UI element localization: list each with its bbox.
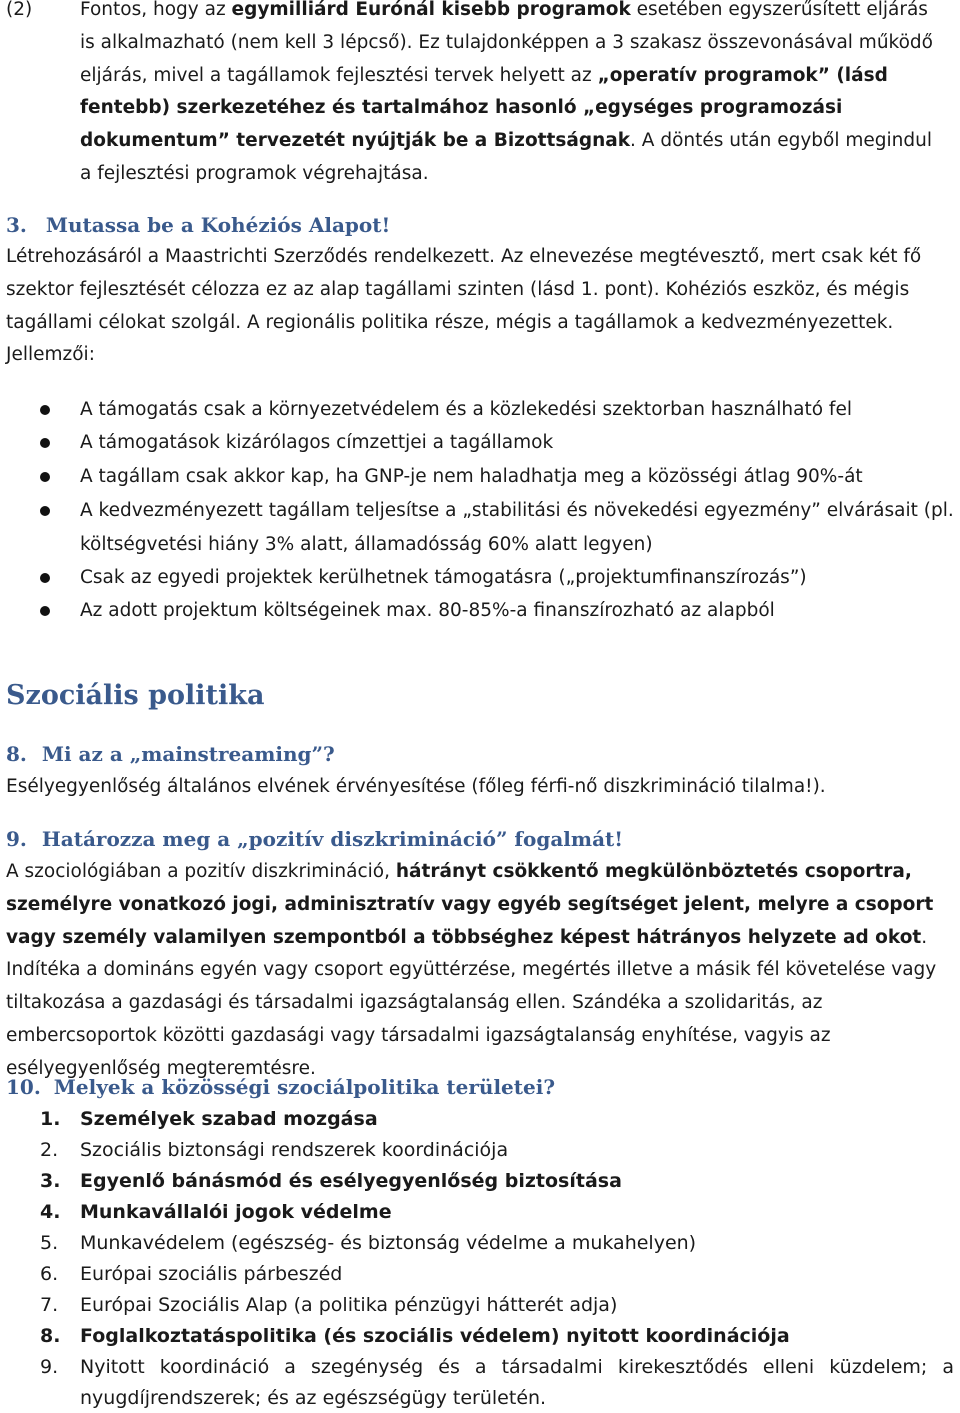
list-number: 7.	[40, 1294, 59, 1316]
section-title: Szociális politika	[6, 680, 265, 711]
list-item: A kedvezményezett tagállam teljesítse a „stabilitási és növekedési egyezmény” elvárásait (pl.	[80, 500, 954, 521]
q9-number: 9.	[6, 827, 27, 851]
list-item: Munkavállalói jogok védelme	[80, 1201, 392, 1223]
q8-body: Esélyegyenlőség általános elvének érvényesítése (főleg férfi-nő diszkrimináció tilalma!).	[6, 776, 826, 797]
item-marker: (2)	[6, 0, 33, 20]
intro-text-2: esetében egyszerűsített eljárás is alkalmazható (nem kell 3 lépcső). Ez tulajdonképpen a 3 szakasz összevonásával működő eljárás, mivel a tagállamok fejlesztési tervek helyett az	[80, 0, 933, 86]
bullet-dot	[40, 472, 50, 482]
intro-text-3: . A döntés után egyből megindul a fejlesztési programok végrehajtása.	[80, 130, 932, 184]
list-item: Európai szociális párbeszéd	[80, 1263, 343, 1285]
list-number: 1.	[40, 1108, 61, 1130]
list-number: 5.	[40, 1232, 59, 1254]
list-item: Egyenlő bánásmód és esélyegyenlőség biztosítása	[80, 1170, 622, 1192]
intro-paragraph	[80, 0, 948, 191]
q3-heading	[6, 213, 390, 237]
intro-bold-1: egymilliárd Eurónál kisebb programok	[231, 0, 631, 20]
q3-body: Létrehozásáról a Maastrichti Szerződés rendelkezett. Az elnevezése megtévesztő, mert csak két fő szektor fejlesztését célozza ez az alap tagállami szinten (lásd 1. pont). Kohéziós eszköz, és mégis tagállami célokat szolgál. A regionális politika része, mégis a tagállamok a kedvezményezettek. Jellemzői:	[6, 246, 922, 366]
list-item-continuation: költségvetési hiány 3% alatt, államadósság 60% alatt legyen)	[80, 534, 653, 555]
q3-number: 3.	[6, 213, 27, 237]
q8-number: 8.	[6, 742, 27, 766]
list-number: 4.	[40, 1201, 61, 1223]
q9-body	[6, 856, 954, 1086]
list-item: Foglalkoztatáspolitika (és szociális védelem) nyitott koordinációja	[80, 1325, 790, 1347]
bullet-dot	[40, 438, 50, 448]
list-number: 9.	[40, 1356, 59, 1378]
list-item-continuation: nyugdíjrendszerek; és az egészségügy területén.	[80, 1387, 547, 1409]
list-item: A tagállam csak akkor kap, ha GNP-je nem haladhatja meg a közösségi átlag 90%-át	[80, 466, 863, 487]
bullet-dot	[40, 405, 50, 415]
list-item: A támogatás csak a környezetvédelem és a közlekedési szektorban használható fel	[80, 399, 852, 420]
list-number: 6.	[40, 1263, 59, 1285]
q9-title: Határozza meg a „pozitív diszkrimináció” fogalmát!	[41, 827, 624, 851]
q8-heading	[6, 742, 335, 766]
list-item: Európai Szociális Alap (a politika pénzügyi hátterét adja)	[80, 1294, 618, 1316]
list-item: Nyitott koordináció a szegénység és a társadalmi kirekesztődés elleni küzdelem; a	[80, 1356, 954, 1378]
list-item: Az adott projektum költségeinek max. 80-85%-a finanszírozható az alapból	[80, 600, 775, 621]
intro-bold-2: „operatív programok” (lásd fentebb) szerkezetéhez és tartalmához hasonló „egységes programozási dokumentum” tervezetét nyújtják be a Bizottságnak	[80, 64, 888, 152]
list-item: Munkavédelem (egészség- és biztonság védelme a mukahelyen)	[80, 1232, 697, 1254]
q10-number: 10.	[6, 1075, 41, 1099]
q9-text-1: A szociológiában a pozitív diszkrimináció,	[6, 861, 396, 882]
list-number: 3.	[40, 1170, 61, 1192]
list-item: Szociális biztonsági rendszerek koordinációja	[80, 1139, 509, 1161]
intro-text-1: Fontos, hogy az	[80, 0, 232, 20]
bullet-dot	[40, 573, 50, 583]
list-number: 2.	[40, 1139, 59, 1161]
q9-text-2: . Indítéka a domináns egyén vagy csoport együttérzése, megértés illetve a másik fél követelése vagy tiltakozása a gazdasági és társadalmi igazságtalanság ellen. Szándéka a szolidaritás, az embercsoportok közötti gazdasági vagy társadalmi igazságtalanság enyhítése, vagyis az esélyegyenlőség megteremtésre.	[6, 926, 937, 1079]
q8-title: Mi az a „mainstreaming”?	[41, 742, 335, 766]
q10-heading	[6, 1075, 555, 1099]
q9-heading	[6, 827, 623, 851]
q9-bold: hátrányt csökkentő megkülönböztetés csoportra, személyre vonatkozó jogi, adminisztratív vagy egyéb segítséget jelent, melyre a csoport vagy személy valamilyen szempontból a többséghez képest hátrányos helyzete ad okot	[6, 861, 934, 948]
bullet-dot	[40, 506, 50, 516]
q3-title: Mutassa be a Kohéziós Alapot!	[45, 213, 391, 237]
q10-title: Melyek a közösségi szociálpolitika területei?	[53, 1075, 556, 1099]
list-item: A támogatások kizárólagos címzettjei a tagállamok	[80, 432, 554, 453]
list-item: Személyek szabad mozgása	[80, 1108, 378, 1130]
bullet-dot	[40, 606, 50, 616]
list-number: 8.	[40, 1325, 61, 1347]
list-item: Csak az egyedi projektek kerülhetnek támogatásra („projektumfinanszírozás”)	[80, 567, 807, 588]
